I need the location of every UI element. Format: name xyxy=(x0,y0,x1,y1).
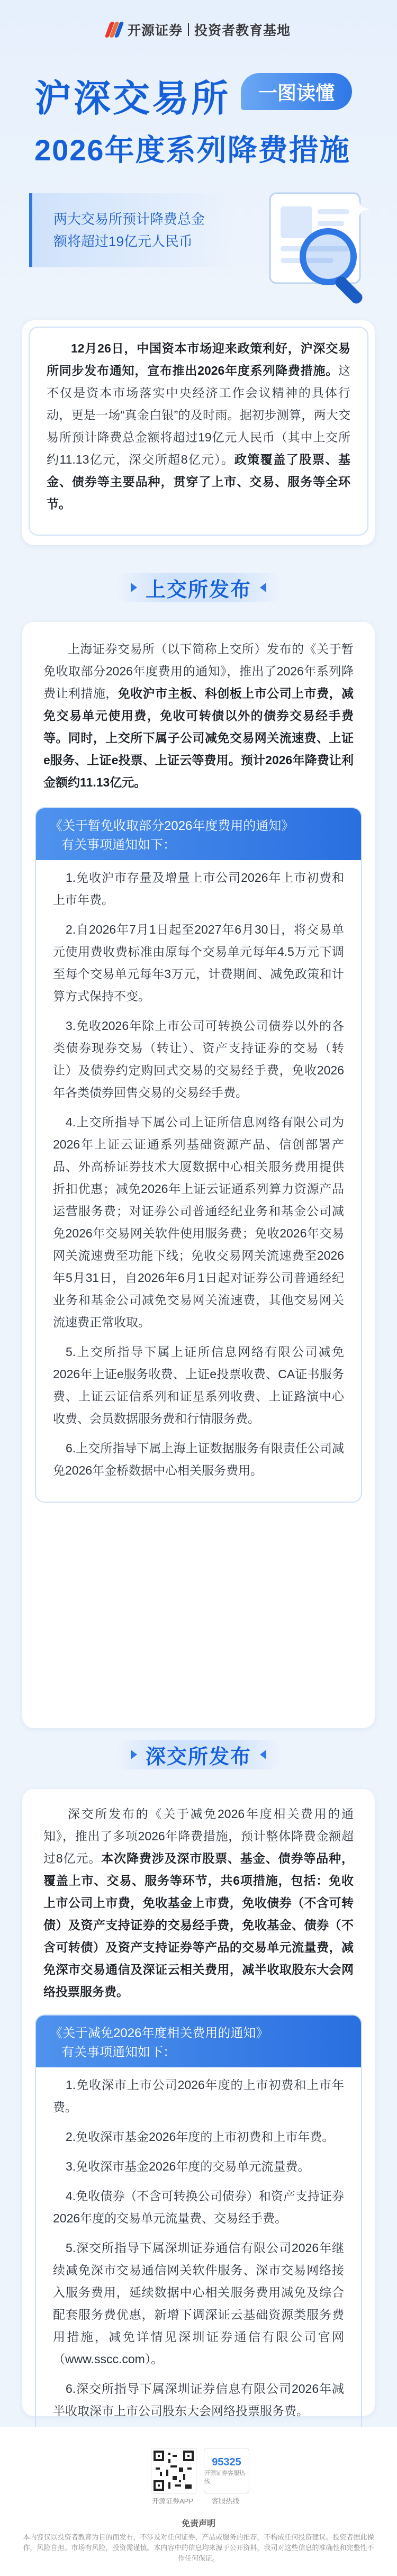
section-header-szse xyxy=(0,1736,397,1773)
szse-intro-body: 深交所发布的《关于减免2026年度相关费用的通知》，推出了多项2026年降费措施，预计整体降费金额超过8亿元。 xyxy=(43,1807,354,1865)
document-magnifier-icon xyxy=(249,183,381,310)
list-item: 4.免收债券（不含可转换公司债券）和资产支持证券2026年度的交易单元流量费、交易经手费。 xyxy=(53,2189,344,2225)
kaiyuan-logo-icon xyxy=(106,22,122,38)
section-title-szse: 深交所发布 xyxy=(145,1746,251,1768)
sse-notice-sub: 有关事项通知如下： xyxy=(61,838,176,852)
triangle-right-icon xyxy=(131,583,137,592)
szse-notice-box xyxy=(35,2014,362,2443)
szse-intro-highlight: 本次降费涉及深市股票、基金、债券等品种，覆盖上市、交易、服务等环节，共6项措施，包括：免收上市公司上市费，免收基金上市费，免收债券（不含可转债）及资产支持证券的交易经手费，免收基金、债券（不含可转债）及资产支持证券等产品的交易单元流量费，减免深市交易通信及深证云相关费用，减半收取股东大会网络投票服务费。 xyxy=(43,1851,354,1999)
list-item: 4.上交所指导下属公司上证所信息网络有限公司为2026年上证云证通系列基础资源产品、信创部署产品、外高桥证券技术大厦数据中心相关服务费用提供折扣优惠；减免2026年上证云证通系列算力资源产品运营服务费；对证券公司普通经纪业务和基金公司减免2026年交易网关软件使用服务费；免收2026年交易网关流速费至功能下线；免收交易网关流速费至2026年5月31日，自2026年6月1日起对证券公司普通经纪业务和基金公司减免交易网关流速费，其他交易网关流速费正常收取。 xyxy=(53,1115,344,1329)
sse-notice-list xyxy=(36,860,361,1502)
intro-card xyxy=(22,320,375,545)
section-title-sse: 上交所发布 xyxy=(145,579,251,601)
sse-intro xyxy=(43,638,354,793)
footer xyxy=(0,2427,397,2576)
list-item: 3.免收2026年除上市公司可转换公司债券以外的各类债券现券交易（转让）、资产支持证券的交易（转让）及债券约定购回式交易的交易经手费，免收2026年各类债券回售交易的交易经手费。 xyxy=(53,1019,344,1099)
brand-bar xyxy=(0,14,397,46)
list-item: 6.上交所指导下属上海上证数据服务有限责任公司减免2026年金桥数据中心相关服务费用。 xyxy=(53,1441,344,1477)
hotline-number: 95325 xyxy=(212,2456,241,2468)
hero-badge: 一图读懂 xyxy=(241,73,352,110)
list-item: 3.免收深市基金2026年度的交易单元流量费。 xyxy=(66,2159,310,2173)
banner-line-2: 额将超过19亿元人民币 xyxy=(53,233,193,249)
hero-subtitle: 2026年度系列降费措施 xyxy=(34,133,350,167)
szse-notice-list xyxy=(36,2067,361,2442)
triangle-left-icon xyxy=(260,583,266,592)
list-item: 1.免收沪市存量及增量上市公司2026年上市初费和上市年费。 xyxy=(53,871,344,907)
intro-lead: 12月26日，中国资本市场迎来政策利好，沪深交易所同步发布通知，宣布推出2026年度系列降费措施。 xyxy=(47,341,350,377)
triangle-left-icon xyxy=(260,1750,266,1759)
qr-label: 开源证券APP xyxy=(152,2497,194,2505)
sse-notice-box xyxy=(35,807,362,1503)
brand-divider xyxy=(188,23,189,36)
hotline-caption: 客服热线 xyxy=(212,2497,240,2505)
list-item: 2.免收深市基金2026年度的上市初费和上市年费。 xyxy=(66,2130,335,2144)
hero-banner xyxy=(29,193,233,267)
list-item: 5.上交所指导下属上证所信息网络有限公司减免2026年上证e服务收费、上证e投票收费、CA证书服务费、上证云证信系列和证星系列收费、上证路演中心收费、会员数据服务费和行情服务费。 xyxy=(53,1345,344,1425)
qr-code-icon[interactable] xyxy=(151,2448,196,2493)
intro-body: 这不仅是资本市场落实中央经济工作会议精神的具体行动，更是一场“真金白银”的及时雨。据初步测算，两大交易所预计降费总金额将超过19亿元人民币（其中上交所约11.13亿元，深交所超8亿元）。 xyxy=(47,364,350,466)
banner-line-1: 两大交易所预计降费总金 xyxy=(53,211,205,227)
disclaimer xyxy=(0,2517,397,2564)
hotline-badge[interactable] xyxy=(204,2448,249,2493)
list-item: 6.深交所指导下属深圳证券信息有限公司2026年减半收取深市上市公司股东大会网络投票服务费。 xyxy=(53,2382,344,2418)
list-item: 1.免收深市上市公司2026年度的上市初费和上市年费。 xyxy=(53,2078,344,2114)
sse-intro-highlight: 免收沪市主板、科创板上市公司上市费，减免交易单元使用费，免收可转债以外的债券交易经手费等。同时，上交所下属子公司减免交易网关流速费、上证e服务、上证e投票、上证云等费用。预计2026年降费让利金额约11.13亿元。 xyxy=(43,686,354,789)
sse-intro-body: 上海证券交易所（以下简称上交所）发布的《关于暂免收取部分2026年度费用的通知》，推出了2026年系列降费让利措施， xyxy=(43,642,354,700)
list-item: 2.自2026年7月1日起至2027年6月30日，将交易单元使用费收费标准由原每个交易单元每年4.5万元下调至每个交易单元每年3万元，计费期间、减免政策和计算方式保持不变。 xyxy=(53,923,344,1003)
sse-card xyxy=(22,622,375,1728)
list-item: 5.深交所指导下属深圳证券通信有限公司2026年继续减免深市交易通信网关软件服务、深市交易网络接入服务费用，延续数据中心相关服务费用减免及综合配套服务费优惠，新增下调深证云基础资源类服务费用措施，减免详情见深圳证券通信有限公司官网（www.sscc.com）。 xyxy=(53,2241,344,2366)
triangle-right-icon xyxy=(131,1750,137,1759)
intro-paragraph xyxy=(47,337,350,515)
section-header-sse xyxy=(0,569,397,606)
szse-notice-header xyxy=(36,2015,361,2067)
disclaimer-text: 本内容仅以投资者教育为目的而发布，不涉及对任何证券、产品或服务的推荐，不构成任何投资建议。投资者据此操作，风险自担。市场有风险，投资需谨慎。本内容中的信息均来源于公开资料，我司对这些信息的准确性和完整性不作任何保证。 xyxy=(23,2533,374,2562)
hotline-label: 开源证券客服热线 xyxy=(204,2470,245,2485)
brand-name: 开源证券 xyxy=(127,23,183,38)
hero-title: 沪深交易所 xyxy=(34,78,230,119)
sse-notice-header xyxy=(36,808,361,860)
disclaimer-title: 免责声明 xyxy=(181,2519,215,2528)
intro-highlight: 政策覆盖了股票、基金、债券等主要品种，贯穿了上市、交易、服务等全环节。 xyxy=(47,453,350,511)
szse-notice-sub: 有关事项通知如下： xyxy=(61,2045,176,2059)
szse-intro xyxy=(43,1803,354,2003)
sse-notice-title: 《关于暂免收取部分2026年度费用的通知》 xyxy=(50,819,294,833)
szse-card xyxy=(22,1789,375,2416)
szse-notice-title: 《关于减免2026年度相关费用的通知》 xyxy=(50,2026,269,2040)
brand-subtitle: 投资者教育基地 xyxy=(194,23,291,38)
